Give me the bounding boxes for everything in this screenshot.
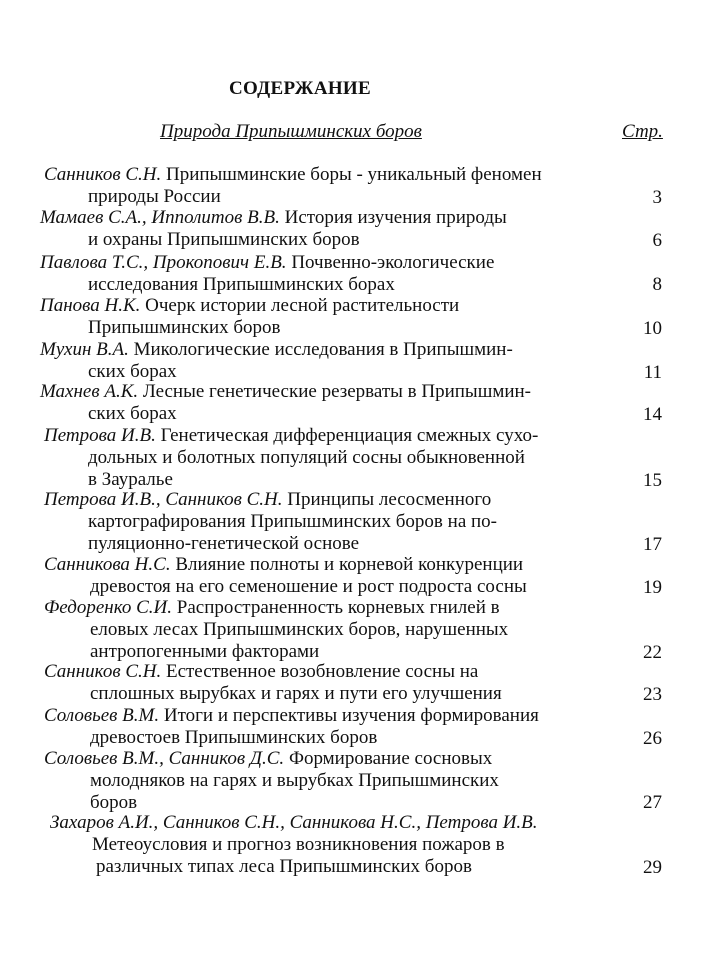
toc-entry-line: антропогенными факторами bbox=[90, 641, 320, 662]
toc-entry-first-line: Мухин В.А. Микологические исследования в Припышмин- bbox=[40, 339, 513, 360]
toc-entry-author: Захаров А.И., Санников С.Н., Санникова Н.С., Петрова И.В. bbox=[50, 812, 538, 833]
toc-entry-line: в Зауралье bbox=[88, 469, 173, 490]
toc-entry-first-line: Соловьев В.М., Санников Д.С. Формирование сосновых bbox=[44, 748, 493, 769]
toc-entry-page-number: 8 bbox=[652, 274, 662, 295]
toc-entry-line: Припышминских боров bbox=[88, 317, 281, 338]
toc-entry-page-number: 11 bbox=[643, 362, 662, 383]
toc-entry-first-line: Павлова Т.С., Прокопович Е.В. Почвенно-экологические bbox=[40, 252, 495, 273]
toc-entry-author: Соловьев В.М., Санников Д.С. bbox=[44, 748, 285, 769]
toc-entry-first-line: Петрова И.В., Санников С.Н. Принципы лесосменного bbox=[44, 489, 492, 510]
toc-entry-page-number: 23 bbox=[643, 684, 662, 705]
toc-entry-author: Панова Н.К. bbox=[40, 295, 141, 316]
toc-entry-line: сплошных вырубках и гарях и пути его улучшения bbox=[90, 683, 502, 704]
toc-entry-line: древостоя на его семеношение и рост подроста сосны bbox=[90, 576, 527, 597]
toc-entry-first-line: Федоренко С.И. Распространенность корневых гнилей в bbox=[44, 597, 500, 618]
toc-entry-first-line: Мамаев С.А., Ипполитов В.В. История изучения природы bbox=[40, 207, 507, 228]
section-heading: Природа Припышминских боров bbox=[160, 121, 422, 142]
toc-entry-author: Санников С.Н. bbox=[44, 661, 162, 682]
toc-entry-page-number: 26 bbox=[643, 728, 662, 749]
toc-entry-first-line: Санникова Н.С. Влияние полноты и корневой конкуренции bbox=[44, 554, 524, 575]
toc-entry-author: Санников С.Н. bbox=[44, 164, 162, 185]
toc-entry-first-line: Соловьев В.М. Итоги и перспективы изучения формирования bbox=[44, 705, 539, 726]
toc-entry-line: молодняков на гарях и вырубках Припышминских bbox=[90, 770, 499, 791]
toc-entry-author: Петрова И.В., Санников С.Н. bbox=[44, 489, 283, 510]
toc-entry-author: Федоренко С.И. bbox=[44, 597, 173, 618]
toc-entry-author: Мамаев С.А., Ипполитов В.В. bbox=[40, 207, 280, 228]
toc-entry-line: пуляционно-генетической основе bbox=[88, 533, 360, 554]
toc-entry-line: и охраны Припышминских боров bbox=[88, 229, 360, 250]
toc-entry-author: Павлова Т.С., Прокопович Е.В. bbox=[40, 252, 287, 273]
toc-entry-first-line: Панова Н.К. Очерк истории лесной растительности bbox=[40, 295, 460, 316]
toc-entry-author: Петрова И.В. bbox=[44, 425, 156, 446]
toc-entry-line: еловых лесах Припышминских боров, нарушенных bbox=[90, 619, 509, 640]
toc-entry-page-number: 10 bbox=[643, 318, 662, 339]
toc-entry-page-number: 3 bbox=[652, 187, 662, 208]
toc-entry-page-number: 6 bbox=[652, 230, 662, 251]
toc-entry-line: дольных и болотных популяций сосны обыкновенной bbox=[88, 447, 525, 468]
toc-entry-page-number: 27 bbox=[643, 792, 662, 813]
page-title: СОДЕРЖАНИЕ bbox=[229, 78, 371, 99]
toc-entry-line: ских борах bbox=[88, 403, 177, 424]
toc-entry-line: Метеоусловия и прогноз возникновения пожаров в bbox=[92, 834, 505, 855]
toc-entry-line: ских борах bbox=[88, 361, 177, 382]
toc-entry-first-line: Махнев А.К. Лесные генетические резерваты в Припышмин- bbox=[40, 381, 532, 402]
toc-entry-line: природы России bbox=[88, 186, 221, 207]
toc-entry-page-number: 29 bbox=[643, 857, 662, 878]
toc-entry-first-line: Санников С.Н. Естественное возобновление сосны на bbox=[44, 661, 479, 682]
toc-entry-author: Санникова Н.С. bbox=[44, 554, 171, 575]
toc-entry-first-line bbox=[50, 812, 538, 834]
toc-entry-page-number: 14 bbox=[643, 404, 662, 425]
page-column-heading: Стр. bbox=[622, 121, 663, 142]
toc-entry-page-number: 22 bbox=[643, 642, 662, 663]
toc-entry-line: исследования Припышминских борах bbox=[88, 274, 395, 295]
toc-entry-author: Мухин В.А. bbox=[40, 339, 129, 360]
toc-entry-page-number: 15 bbox=[643, 470, 662, 491]
toc-entry-line: боров bbox=[90, 792, 138, 813]
toc-entry-line: древостоев Припышминских боров bbox=[90, 727, 378, 748]
toc-entry-line: различных типах леса Припышминских боров bbox=[96, 856, 472, 877]
toc-entry-first-line: Санников С.Н. Припышминские боры - уникальный феномен bbox=[44, 164, 542, 185]
toc-entry-page-number: 17 bbox=[643, 534, 662, 555]
toc-entry-author: Соловьев В.М. bbox=[44, 705, 160, 726]
toc-entry-page-number: 19 bbox=[643, 577, 662, 598]
toc-entry-first-line: Петрова И.В. Генетическая дифференциация смежных сухо- bbox=[44, 425, 539, 446]
toc-entry-author: Махнев А.К. bbox=[40, 381, 139, 402]
toc-entry-line: картографирования Припышминских боров на по- bbox=[88, 511, 497, 532]
